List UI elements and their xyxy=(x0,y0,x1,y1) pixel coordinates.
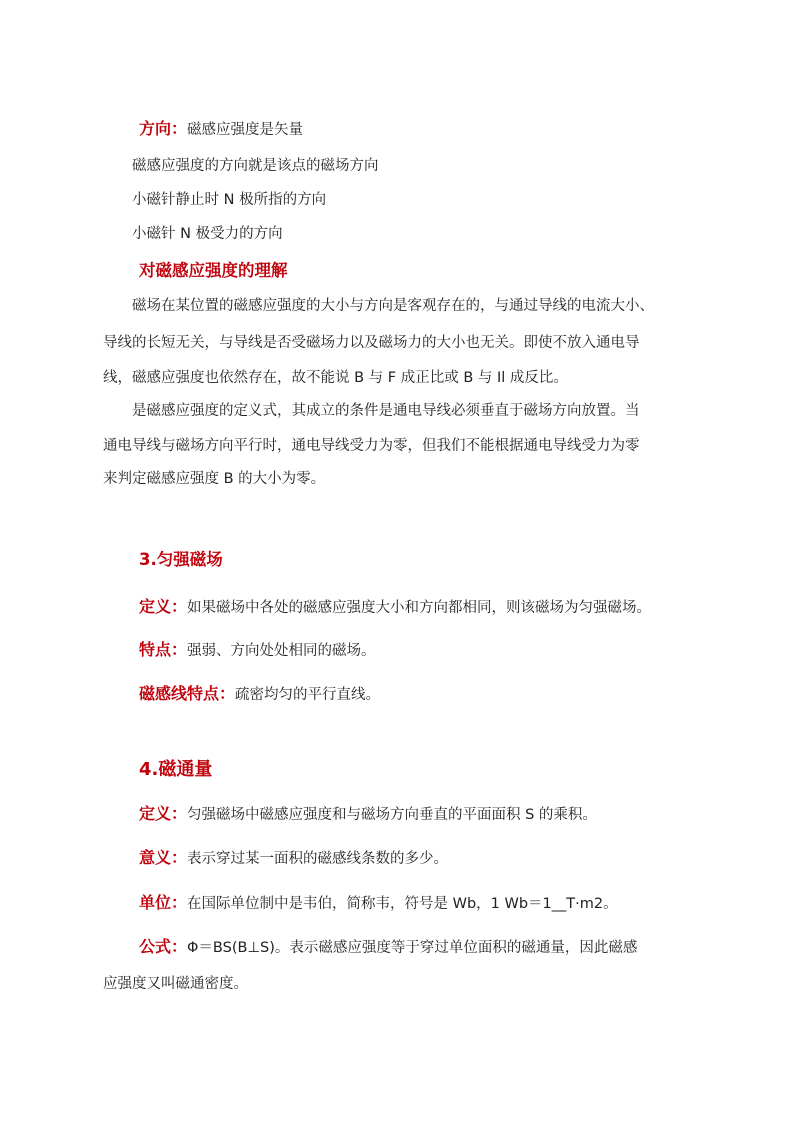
uniform-definition xyxy=(139,597,651,618)
para1-line-3: 线，磁感应强度也依然存在，故不能说 B 与 F 成正比或 B 与 Il 成反比。 xyxy=(103,370,568,386)
uniform-definition-text: 如果磁场中各处的磁感应强度大小和方向都相同，则该磁场为匀强磁场。 xyxy=(187,600,652,616)
para2-line-2: 通电导线与磁场方向平行时，通电导线受力为零，但我们不能根据通电导线受力为零 xyxy=(103,438,640,454)
flux-formula-label: 公式： xyxy=(139,937,188,956)
flux-definition-label: 定义： xyxy=(139,804,188,823)
flux-meaning-label: 意义： xyxy=(139,848,188,867)
flux-formula-continued: 应强度又叫磁通密度。 xyxy=(103,976,248,992)
flux-unit-label: 单位： xyxy=(139,893,188,912)
para2-line-1: 是磁感应强度的定义式，其成立的条件是通电导线必须垂直于磁场方向放置。当 xyxy=(132,403,640,419)
direction-line xyxy=(139,119,303,140)
field-line-feature-label: 磁感线特点： xyxy=(139,684,236,703)
flux-definition-text: 匀强磁场中磁感应强度和与磁场方向垂直的平面面积 S 的乘积。 xyxy=(187,807,597,823)
direction-line-3: 小磁针 N 极受力的方向 xyxy=(132,226,283,242)
uniform-field-heading: 3.匀强磁场 xyxy=(139,550,223,569)
flux-formula xyxy=(139,937,637,958)
direction-line-1: 磁感应强度的方向就是该点的磁场方向 xyxy=(132,158,379,174)
direction-text: 磁感应强度是矢量 xyxy=(187,122,304,138)
direction-label: 方向： xyxy=(139,119,188,138)
para2-line-3: 来判定磁感应强度 B 的大小为零。 xyxy=(103,471,326,487)
flux-heading: 4.磁通量 xyxy=(139,759,213,780)
flux-formula-text: Φ＝BS(B⊥S)。表示磁感应强度等于穿过单位面积的磁通量，因此磁感 xyxy=(187,940,638,956)
flux-unit xyxy=(139,893,618,914)
uniform-feature xyxy=(139,640,376,661)
understanding-heading: 对磁感应强度的理解 xyxy=(139,261,288,280)
flux-meaning xyxy=(139,848,448,869)
para1-line-1: 磁场在某位置的磁感应强度的大小与方向是客观存在的，与通过导线的电流大小、 xyxy=(132,298,654,314)
flux-meaning-text: 表示穿过某一面积的磁感线条数的多少。 xyxy=(187,851,449,867)
field-line-feature-text: 疏密均匀的平行直线。 xyxy=(235,687,381,703)
direction-line-2: 小磁针静止时 N 极所指的方向 xyxy=(132,192,327,208)
uniform-feature-text: 强弱、方向处处相同的磁场。 xyxy=(187,643,376,659)
flux-unit-text: 在国际单位制中是韦伯，简称韦，符号是 Wb，1 Wb＝1__T·m2。 xyxy=(187,896,618,912)
flux-definition xyxy=(139,804,597,825)
uniform-definition-label: 定义： xyxy=(139,597,188,616)
uniform-feature-label: 特点： xyxy=(139,640,188,659)
para1-line-2: 导线的长短无关，与导线是否受磁场力以及磁场力的大小也无关。即使不放入通电导 xyxy=(103,335,640,351)
field-line-feature xyxy=(139,684,380,705)
